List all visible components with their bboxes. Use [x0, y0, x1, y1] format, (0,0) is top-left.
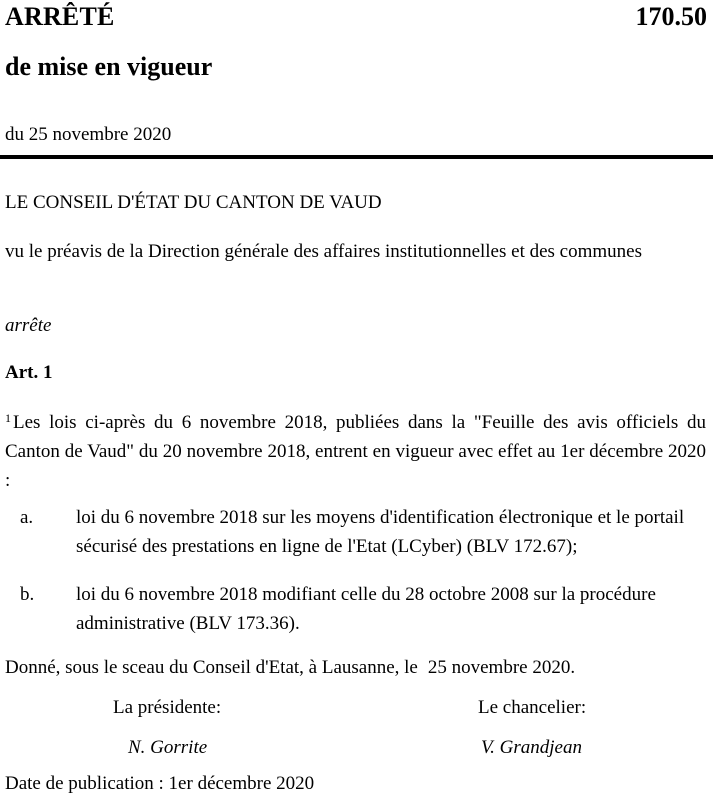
decree-verb: arrête	[5, 315, 52, 336]
signatory-role: Le chancelier:	[478, 697, 587, 718]
list-item-text: loi du 6 novembre 2018 sur les moyens d'identification électronique et le portail sécurisé des prestations en ligne de l'Etat (LCyber) (BLV 172.67);	[76, 507, 685, 557]
document-number: 170.50	[635, 2, 707, 31]
given-date: 25 novembre 2020.	[427, 657, 576, 678]
given-statement	[5, 657, 575, 679]
paragraph-text: Les lois ci-après du 6 novembre 2018, publiées dans la "Feuille des avis officiels du Canton de Vaud" du 20 novembre 2018, entrent en vigueur avec effet au 1er décembre 2020 :	[5, 412, 706, 491]
document-date: du 25 novembre 2020	[5, 124, 172, 145]
paragraph-number: 1	[5, 411, 11, 425]
article-paragraph	[5, 404, 706, 495]
list-item-text: loi du 6 novembre 2018 modifiant celle du 28 octobre 2008 sur la procédure administrative (BLV 173.36).	[76, 584, 656, 634]
header-divider	[0, 155, 713, 159]
issuing-authority: LE CONSEIL D'ÉTAT DU CANTON DE VAUD	[5, 192, 382, 213]
signatory-name: V. Grandjean	[481, 737, 582, 758]
publication-date: Date de publication : 1er décembre 2020	[5, 773, 315, 794]
list-item-letter: a.	[20, 507, 34, 528]
document-title: ARRÊTÉ	[5, 2, 115, 31]
preamble: vu le préavis de la Direction générale des affaires institutionnelles et des communes	[5, 241, 642, 262]
signatory-name: N. Gorrite	[128, 737, 208, 758]
given-text: Donné, sous le sceau du Conseil d'Etat, à Lausanne, le	[5, 657, 418, 678]
signatory-role: La présidente:	[113, 697, 222, 718]
document-subtitle: de mise en vigueur	[5, 52, 213, 81]
list-item-letter: b.	[20, 584, 35, 605]
article-heading: Art. 1	[5, 362, 53, 383]
